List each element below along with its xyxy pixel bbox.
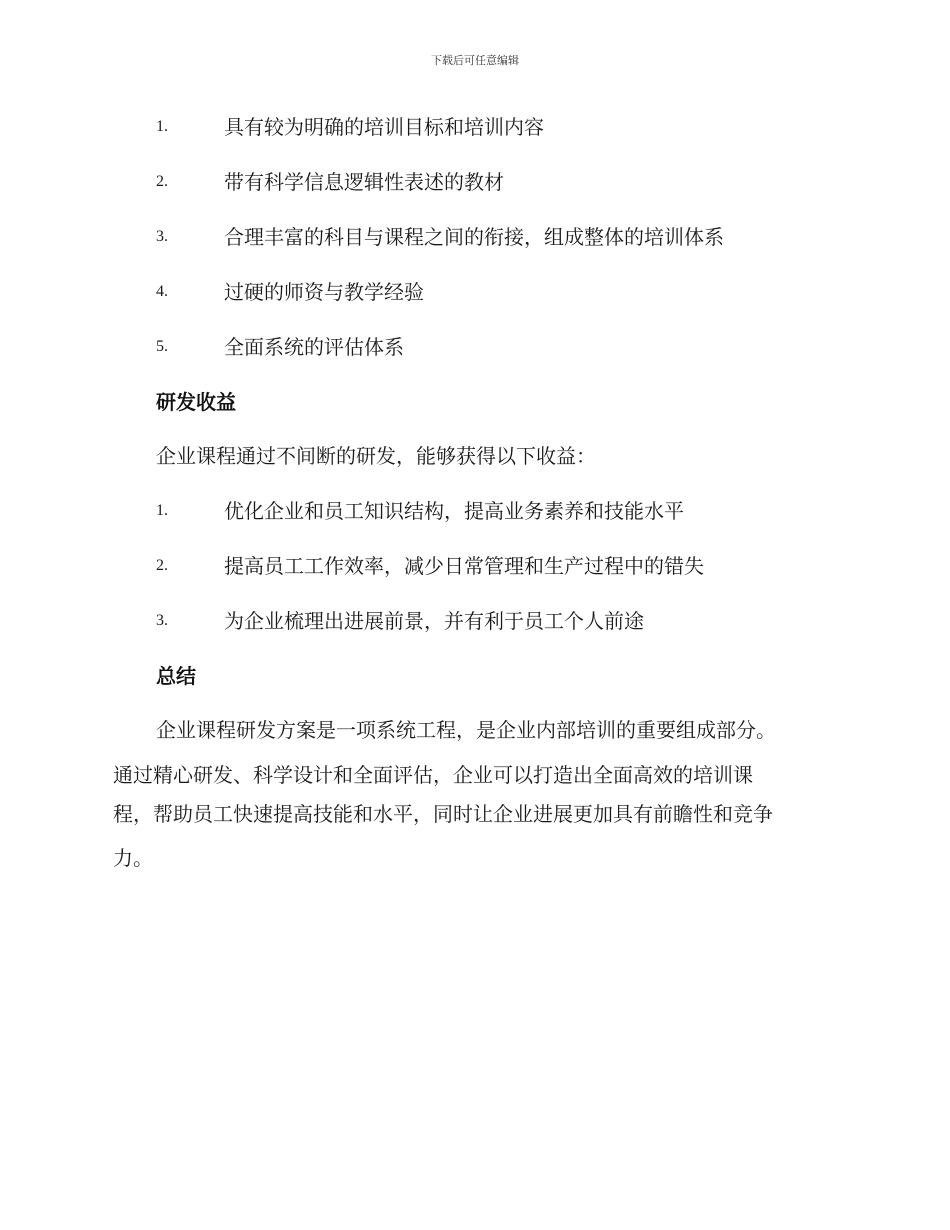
summary-paragraph-line: 企业课程研发方案是一项系统工程，是企业内部培训的重要组成部分。: [156, 718, 776, 742]
summary-paragraph-line: 程，帮助员工快速提高技能和水平，同时让企业进展更加具有前瞻性和竞争: [113, 802, 773, 826]
list-item-number: 1.: [156, 502, 168, 519]
list-item-number: 2.: [156, 173, 168, 190]
summary-paragraph-line: 力。: [113, 846, 153, 870]
list-item-text: 提高员工工作效率，减少日常管理和生产过程中的错失: [224, 554, 704, 578]
header-note: 下载后可任意编辑: [431, 54, 519, 67]
list-item-number: 5.: [156, 338, 168, 355]
list-item-text: 为企业梳理出进展前景，并有利于员工个人前途: [224, 609, 644, 633]
list-item-number: 2.: [156, 557, 168, 574]
list-item-number: 3.: [156, 612, 168, 629]
section-heading-summary: 总结: [156, 664, 196, 688]
list-item-text: 带有科学信息逻辑性表述的教材: [224, 170, 504, 194]
list-item-text: 过硬的师资与教学经验: [224, 280, 424, 304]
list-item-number: 4.: [156, 283, 168, 300]
list-item-text: 优化企业和员工知识结构，提高业务素养和技能水平: [224, 499, 684, 523]
list-item-number: 1.: [156, 118, 168, 135]
list-item-text: 全面系统的评估体系: [224, 335, 404, 359]
section-heading-benefits: 研发收益: [156, 390, 236, 414]
list-item-number: 3.: [156, 228, 168, 245]
list-item-text: 具有较为明确的培训目标和培训内容: [224, 115, 544, 139]
summary-paragraph-line: 通过精心研发、科学设计和全面评估，企业可以打造出全面高效的培训课: [113, 763, 753, 787]
list-item-text: 合理丰富的科目与课程之间的衔接，组成整体的培训体系: [224, 225, 724, 249]
benefits-intro: 企业课程通过不间断的研发，能够获得以下收益：: [156, 444, 596, 468]
